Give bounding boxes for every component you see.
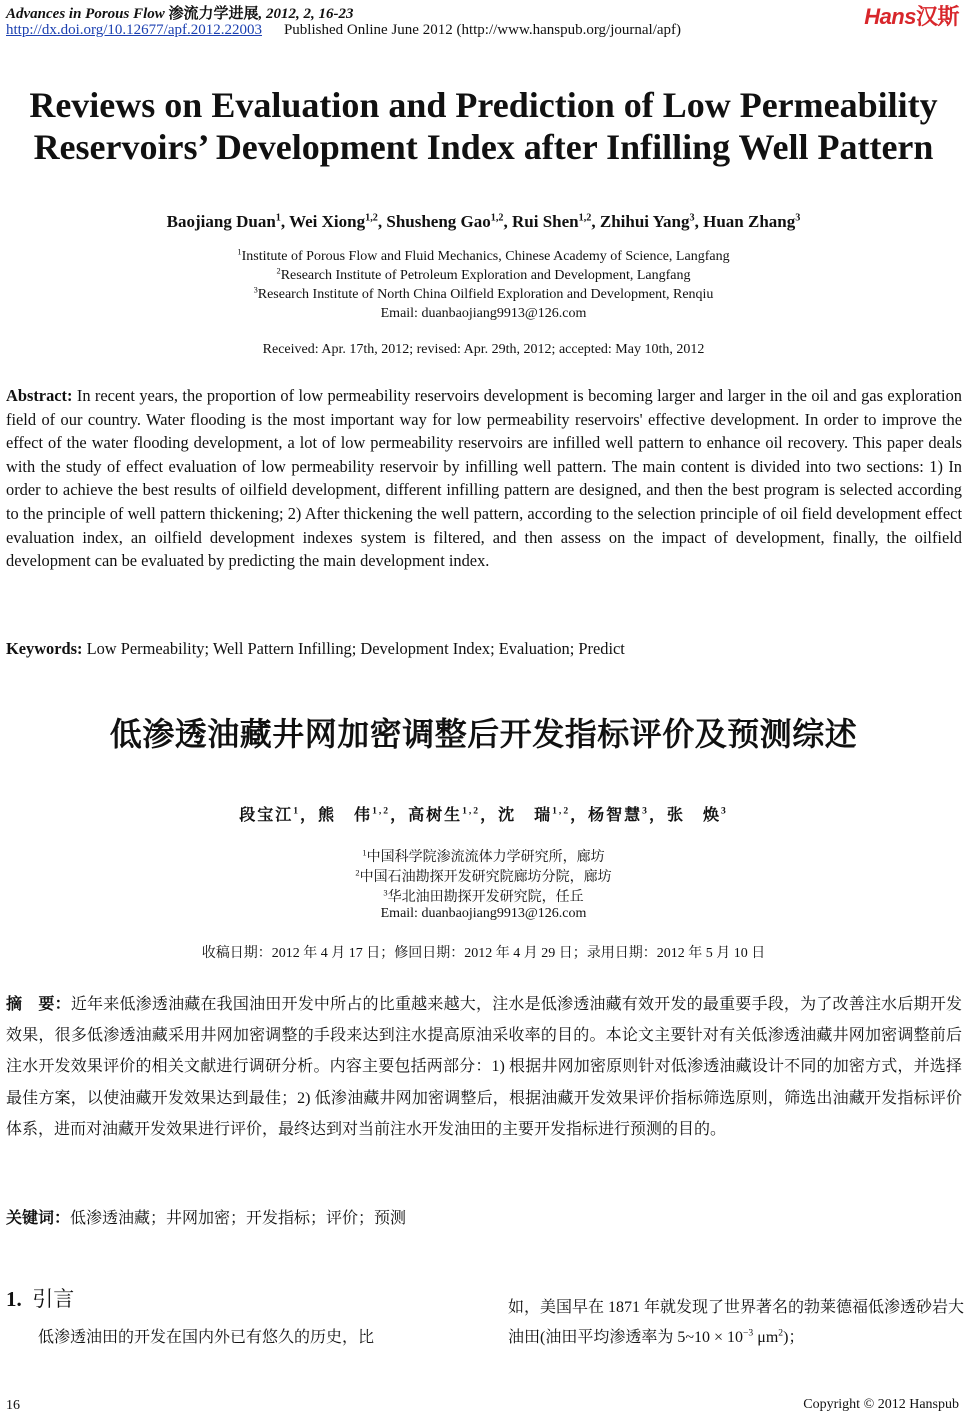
affiliation-en-3: $^3$Research Institute of North China Oilfield Exploration and Development, Renqiu [253,285,714,302]
body-column-right: 如，美国早在 1871 年就发现了世界著名的勃莱德福低渗透砂岩大油田(油田平均渗透率为 5~10 × $10^{-3}$ $\mu m^2$)； [508,1299,965,1346]
cn-author-sup: 1,2 [462,805,481,817]
abstract-cn [6,988,962,1145]
cn-author-sup: 1 [293,805,301,817]
body-column-left: 低渗透油田的开发在国内外已有悠久的历史，比 [38,1329,375,1346]
paper-title-en [0,84,967,168]
en-author-4: Rui Shen$^{1,2}$ [512,212,592,231]
hans-logo: Hans汉斯 [864,4,959,29]
email-cn: Email: duanbaojiang9913@126.com [380,906,587,921]
received-dates-cn: 收稿日期：2012 年 4 月 17 日；修回日期：2012 年 4 月 29 日；录用日期：2012 年 5 月 10 日 [201,946,766,961]
journal-header [6,2,354,23]
en-author-5: Zhihui Yang$^3$ [599,212,695,231]
en-author-sup: 1,2 [578,212,592,224]
journal-name-en: Advances in Porous Flow [6,6,165,22]
cn-author-sup: 3 [720,805,728,817]
affiliation-en-1: $^1$Institute of Porous Flow and Fluid Mechanics, Chinese Academy of Science, Langfang [237,247,730,264]
en-author-sup: 1,2 [490,212,504,224]
keywords-en [6,637,962,661]
published-online: Published Online June 2012 (http://www.hanspub.org/journal/apf) [283,22,682,38]
cn-author-3: 高树生$^{1,2}$ [408,805,481,824]
page-number: 16 [6,1398,20,1413]
journal-issue: , 2012, 2, 16-23 [258,6,354,22]
doi-link[interactable]: http://dx.doi.org/10.12677/apf.2012.22003 [6,22,262,38]
cn-author-6: 张 焕$^3$ [666,805,728,824]
cn-author-1: 段宝江$^1$ [239,805,301,824]
en-author-2: Wei Xiong$^{1,2}$ [289,212,378,231]
en-author-sup: 1,2 [365,212,378,224]
en-author-6: Huan Zhang$^3$ [703,212,801,231]
cn-author-2: 熊 伟$^{1,2}$ [318,805,391,824]
section-title: 引言 [32,1287,75,1311]
doi-line [6,22,681,39]
keywords-text-en: Low Permeability; Well Pattern Infilling; Development Index; Evaluation; Predict [86,639,625,658]
en-author-sup: 3 [795,212,801,224]
copyright: Copyright © 2012 Hanspub [803,1397,959,1412]
affiliation-cn-2: $^2$中国石油勘探开发研究院廊坊分院，廊坊 [355,868,612,885]
paper-title-cn: 低渗透油藏井网加密调整后开发指标评价及预测综述 [109,715,858,753]
title-line-2: Reservoirs’ Development Index after Infilling Well Pattern [33,127,934,167]
affiliation-en-2: $^2$Research Institute of Petroleum Exploration and Development, Langfang [276,266,691,283]
keywords-cn [6,1205,406,1228]
authors-cn: 段宝江$^1$，熊 伟$^{1,2}$，高树生$^{1,2}$，沈 瑞$^{1,2}$，杨智慧$^3$，张 焕$^3$ [239,805,728,824]
abstract-en [6,384,962,573]
section-heading-1 [6,1283,74,1313]
cn-author-5: 杨智慧$^3$ [588,805,649,824]
en-author-3: Shusheng Gao$^{1,2}$ [386,212,504,231]
journal-name-cn: 渗流力学进展 [168,6,259,22]
abstract-label-en: Abstract: [6,386,73,405]
keywords-label-cn: 关键词： [6,1208,71,1227]
cn-author-sup: 1,2 [372,805,391,817]
cn-author-4: 沈 瑞$^{1,2}$ [498,805,571,824]
abstract-label-cn: 摘 要： [6,994,71,1013]
en-author-1: Baojiang Duan$^1$ [166,212,281,231]
authors-en: Baojiang Duan$^1$, Wei Xiong$^{1,2}$, Shusheng Gao$^{1,2}$, Rui Shen$^{1,2}$, Zhihui Yang$^3$, Huan Zhang$^3$ [166,212,801,231]
keywords-text-cn: 低渗透油藏；井网加密；开发指标；评价；预测 [70,1210,407,1227]
affiliation-cn-3: $^3$华北油田勘探开发研究院，任丘 [383,888,584,905]
title-line-1: Reviews on Evaluation and Prediction of Low Permeability [29,85,938,125]
abstract-text-cn: 近年来低渗透油藏在我国油田开发中所占的比重越来越大，注水是低渗透油藏有效开发的最重要手段，为了改善注水后期开发效果，很多低渗透油藏采用井网加密调整的手段来达到注水提高原油采收率的目的。本论文主要针对有关低渗透油藏井网加密调整前后注水开发效果评价的相关文献进行调研分析。内容主要包括两部分：1) 根据井网加密原则针对低渗透油藏设计不同的加密方式，并选择最佳方案，以使油藏开发效果达到最佳；2) 低渗油藏井网加密调整后，根据油藏开发效果评价指标筛选原则，筛选出油藏开发指标评价体系，进而对油藏开发效果进行评价，最终达到对当前注水开发油田的主要开发指标进行预测的目的。 [6,996,962,1138]
section-number: 1. [6,1287,22,1311]
en-author-sup: 1 [275,212,281,224]
affiliation-cn-1: $^1$中国科学院渗流流体力学研究所，廊坊 [362,848,605,865]
cn-author-sup: 3 [642,805,649,817]
abstract-text-en: In recent years, the proportion of low permeability reservoirs development is becoming larger and larger in the oil and gas exploration field of our country. Water flooding is the most important way for low permeability reservoirs' effective development. In order to improve the effect of the water flooding development, a lot of low permeability reservoirs are infilled well pattern to enhance oil recovery. This paper deals with the study of effect evaluation of low permeability reservoir by infilling well pattern. The main content is divided into two sections: 1) In order to achieve the best results of oilfield development, different infilling pattern are designed, and then the best program is selected according to the principle of well pattern thickening; 2) After thickening the well pattern, according to the selection principle of oil field development effect evaluation index, an oilfield development indexes system is filtered, and then assess on the impact of development, finally, the oilfield development can be evaluated by predicting the main development index. [6,386,962,571]
keywords-label-en: Keywords: [6,639,83,658]
en-author-sup: 3 [689,212,695,224]
email-en: Email: duanbaojiang9913@126.com [380,306,587,321]
cn-author-sup: 1,2 [552,805,571,817]
received-dates-en: Received: Apr. 17th, 2012; revised: Apr. 29th, 2012; accepted: May 10th, 2012 [262,342,705,357]
